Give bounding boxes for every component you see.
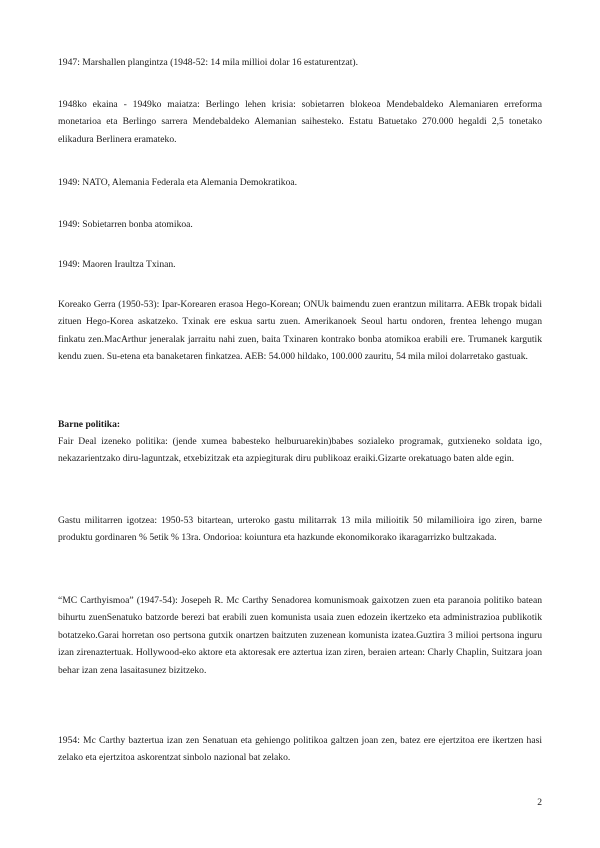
paragraph-mccarthyism: “MC Carthyismoa” (1947-54): Josepeh R. Mc Carthy Senadorea komunismoak gaixotzen zuen eta paranoia politiko batean bihurtu zuenSenatuko batzorde berezi bat erabili zuen komunista usaia zuen edozein ikertzeko eta administrazioa publikotik botatzeko.Garai horretan oso pertsona gutxik onartzen baitzuten zuzenean komunista izatea.Guztira 3 milioi pertsona inguru izan zirenaztertuak. Hollywood-eko aktore eta aktoresak ere aztertua izan ziren, beraien artean: Charly Chaplin, Suitzara joan behar izan zena lasaitasunez bizitzeko. <box>58 595 542 676</box>
paragraph-mao-revolution: 1949: Maoren Iraultza Txinan. <box>58 259 176 270</box>
section-heading: Barne politika: <box>58 419 121 430</box>
paragraph-berlin-crisis: 1948ko ekaina - 1949ko maiatza: Berlingo lehen krisia: sobietarren blokeoa Mendebaldeko Alemaniaren erreforma monetarioa eta Berlingo sarrera Mendebaldeko Alemanian saihesteko. Estatu Batuetako 270.000 hegaldi 2,5 tonetako elikadura Berlinera eramateko. <box>58 99 542 145</box>
paragraph-mccarthy-1954: 1954: Mc Carthy baztertua izan zen Senatuan eta gehiengo politikoa galtzen joan zen, batez ere ejertzitoa ere ikertzen hasi zelako eta ejertzitoa askorentzat sinbolo nazional bat zelako. <box>58 735 542 764</box>
paragraph-fair-deal: Fair Deal izeneko politika: (jende xumea babesteko helburuarekin)babes sozialeko programak, gutxieneko soldata igo, nekazarientzako diru-laguntzak, etxebizitzak eta azpiegiturak diru publikoaz eraiki.Gizarte orekatuago baten alde egin. <box>58 436 542 465</box>
paragraph-korean-war: Koreako Gerra (1950-53): Ipar-Korearen erasoa Hego-Korean; ONUk baimendu zuen erantzun militarra. AEBk tropak bidali zituen Hego-Korea askatzeko. Txinak ere eskua sartu zuen. Amerikanoek Seoul hartu ondoren, frentea lehengo mugan finkatu zen.MacArthur jeneralak jarraitu nahi zuen, baita Txinaren kontrako bonba atomikoa erabili ere. Trumanek kargutik kendu zuen. Su-etena eta banaketaren finkatzea. AEB: 54.000 hildako, 100.000 zauritu, 54 mila miloi dolarretako gastuak. <box>58 299 542 363</box>
paragraph-marshall-plan: 1947: Marshallen plangintza (1948-52: 14 mila millioi dolar 16 estaturentzat). <box>58 57 358 68</box>
paragraph-soviet-bomb: 1949: Sobietarren bonba atomikoa. <box>58 219 193 230</box>
page-number: 2 <box>537 797 542 808</box>
paragraph-nato: 1949: NATO, Alemania Federala eta Alemania Demokratikoa. <box>58 177 298 188</box>
paragraph-military-spending: Gastu militarren igotzea: 1950-53 bitartean, urteroko gastu militarrak 13 mila milioitik 50 milamilioira igo ziren, barne produktu gordinaren % 5etik % 13ra. Ondorioa: koiuntura eta hazkunde ekonomikorako ikaragarrizko bultzakada. <box>58 515 542 544</box>
